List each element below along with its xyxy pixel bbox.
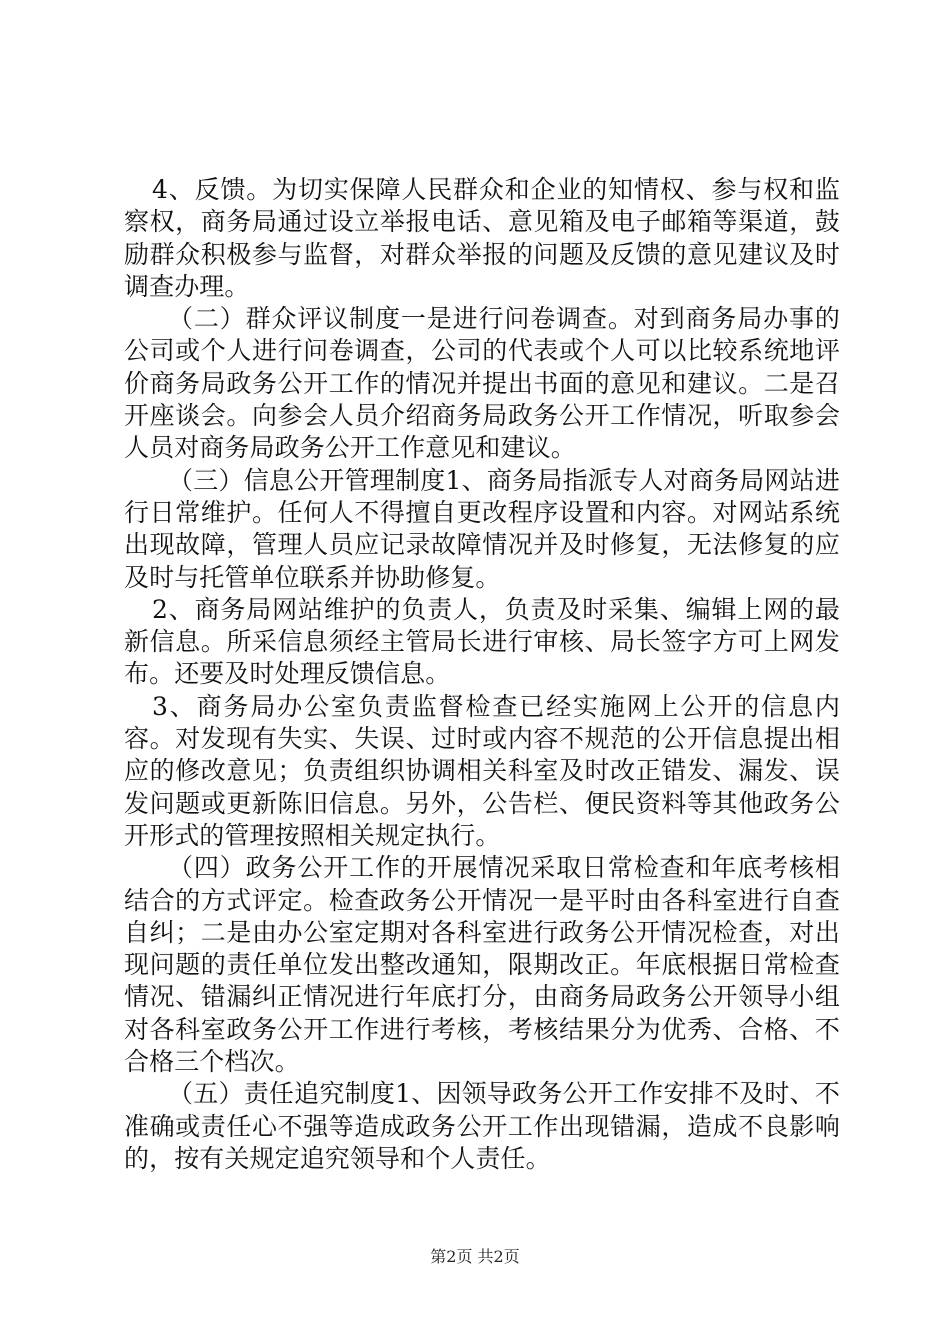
paragraph-public-evaluation: （二）群众评议制度一是进行问卷调查。对到商务局办事的公司或个人进行问卷调查，公司的代表或个人可以比较系统地评价商务局政务公开工作的情况并提出书面的意见和建议。二是召开座谈会。向参会人员介绍商务局政务公开工作情况，听取参会人员对商务局政务公开工作意见和建议。 bbox=[124, 304, 840, 463]
document-body bbox=[124, 174, 840, 1175]
paragraph-office-supervision: 3、商务局办公室负责监督检查已经实施网上公开的信息内容。对发现有失实、失误、过时或内容不规范的公开信息提出相应的修改意见；负责组织协调相关科室及时改正错发、漏发、误发问题或更新陈旧信息。另外，公告栏、便民资料等其他政务公开形式的管理按照相关规定执行。 bbox=[124, 691, 840, 850]
paragraph-info-disclosure: （三）信息公开管理制度1、商务局指派专人对商务局网站进行日常维护。任何人不得擅自更改程序设置和内容。对网站系统出现故障，管理人员应记录故障情况并及时修复，无法修复的应及时与托管单位联系并协助修复。 bbox=[124, 465, 840, 592]
page-footer: 第2页 共2页 bbox=[430, 1247, 520, 1266]
paragraph-feedback: 4、反馈。为切实保障人民群众和企业的知情权、参与权和监察权，商务局通过设立举报电话、意见箱及电子邮箱等渠道，鼓励群众积极参与监督，对群众举报的问题及反馈的意见建议及时调查办理。 bbox=[124, 175, 840, 301]
paragraph-accountability: （五）责任追究制度1、因领导政务公开工作安排不及时、不准确或责任心不强等造成政务公开工作出现错漏，造成不良影响的，按有关规定追究领导和个人责任。 bbox=[124, 1079, 840, 1173]
paragraph-inspection-assessment: （四）政务公开工作的开展情况采取日常检查和年底考核相结合的方式评定。检查政务公开情况一是平时由各科室进行自查自纠；二是由办公室定期对各科室进行政务公开情况检查，对出现问题的责任单位发出整改通知，限期改正。年底根据日常检查情况、错漏纠正情况进行年底打分，由商务局政务公开领导小组对各科室政务公开工作进行考核，考核结果分为优秀、合格、不合格三个档次。 bbox=[124, 853, 840, 1077]
paragraph-website-maintenance: 2、商务局网站维护的负责人，负责及时采集、编辑上网的最新信息。所采信息须经主管局长进行审核、局长签字方可上网发布。还要及时处理反馈信息。 bbox=[124, 594, 840, 689]
